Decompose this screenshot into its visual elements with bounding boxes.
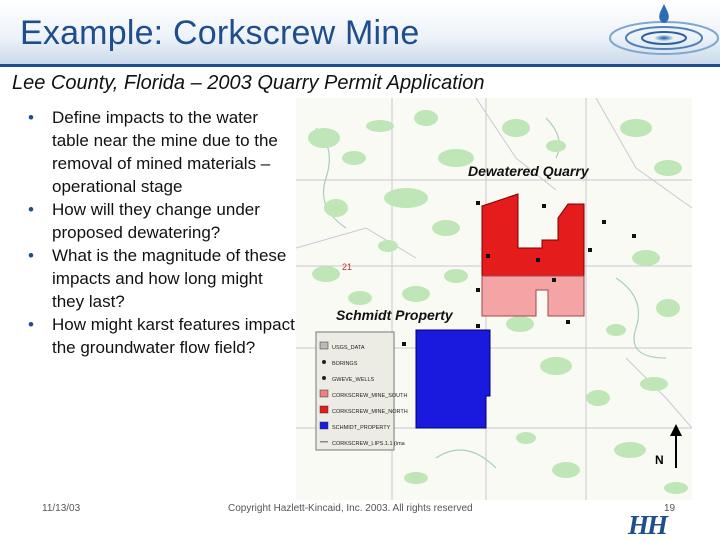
- schmidt-property-polygon: [416, 330, 490, 428]
- bullet-item: • How might karst features impact the groundwater flow field?: [28, 313, 298, 359]
- legend-label: GWEVE_WELLS: [332, 377, 375, 383]
- company-logo: HH: [628, 510, 667, 540]
- legend-symbol: [322, 376, 326, 380]
- slide-subtitle: Lee County, Florida – 2003 Quarry Permit Application: [12, 72, 485, 94]
- legend-symbol: [320, 406, 328, 413]
- north-label: N: [655, 453, 664, 467]
- legend-label: BORINGS: [332, 361, 358, 367]
- water-drop-icon: [604, 0, 720, 62]
- schmidt-property-label: Schmidt Property: [336, 307, 453, 323]
- legend-symbol: [322, 360, 326, 364]
- section-number-label: 21: [342, 262, 353, 272]
- bullet-item: • What is the magnitude of these impacts and how long might they last?: [28, 244, 298, 313]
- legend-symbol: [320, 441, 328, 443]
- footer-date: 11/13/03: [42, 503, 81, 514]
- legend-label: USGS_DATA: [332, 345, 365, 351]
- legend-label: CORKSCREW_MINE_SOUTH: [332, 393, 408, 399]
- footer-copyright: Copyright Hazlett-Kincaid, Inc. 2003. All rights reserved: [228, 503, 473, 514]
- legend-label: CORKSCREW_LIPS.1.1 (ima: [332, 441, 405, 447]
- bullet-item: • How will they change under proposed dewatering?: [28, 198, 298, 244]
- legend-symbol: [320, 422, 328, 429]
- header-band: [0, 0, 720, 66]
- legend-label: SCHMIDT_PROPERTY: [332, 425, 391, 431]
- legend-symbol: [320, 390, 328, 397]
- site-map: [296, 98, 692, 500]
- quarry-south-polygon: [482, 276, 584, 316]
- bullet-item: • Define impacts to the water table near the mine due to the removal of mined materials – operational stage: [28, 106, 298, 198]
- legend-symbol: [320, 342, 328, 349]
- dewatered-quarry-label: Dewatered Quarry: [468, 163, 589, 179]
- bullet-list: [28, 106, 298, 359]
- slide-title: Example: Corkscrew Mine: [20, 14, 420, 52]
- header-rule: [0, 64, 720, 67]
- page-number: 19: [664, 503, 676, 514]
- legend-label: CORKSCREW_MINE_NORTH: [332, 409, 408, 415]
